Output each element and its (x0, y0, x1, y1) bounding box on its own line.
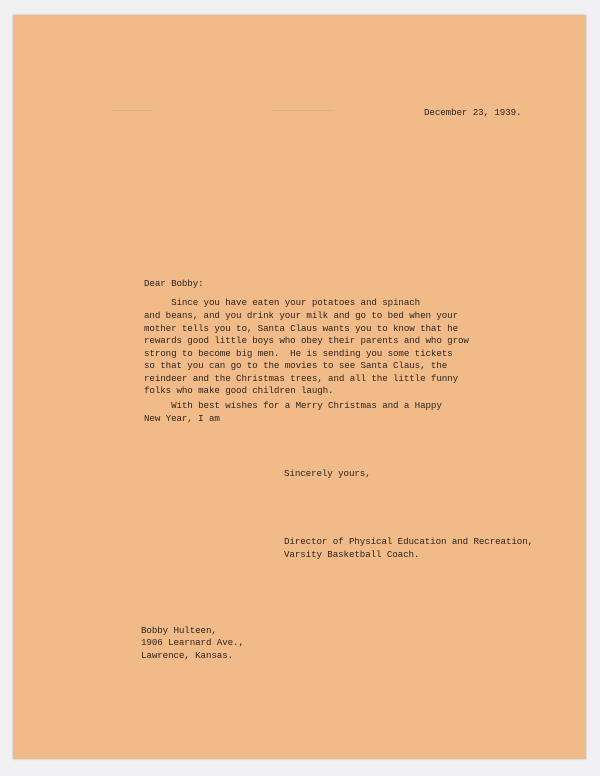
salutation: Dear Bobby: (144, 278, 204, 289)
signature-line: Director of Physical Education and Recreation, (284, 536, 534, 547)
address-line: Bobby Hulteen, (141, 625, 217, 636)
body-line: reindeer and the Christmas trees, and all the little funny (144, 373, 458, 384)
signature-line: Varsity Basketball Coach. (284, 549, 420, 560)
paper-mark (113, 110, 153, 111)
body-line: rewards good little boys who obey their parents and who grow (144, 335, 469, 346)
address-line: Lawrence, Kansas. (141, 650, 234, 661)
letter-page (13, 15, 586, 759)
body-line: strong to become big men. He is sending you some tickets (144, 348, 453, 359)
body-line: Since you have eaten your potatoes and spinach (144, 297, 421, 308)
letter-date: December 23, 1939. (424, 107, 522, 118)
closing: Sincerely yours, (284, 468, 371, 479)
body-line: folks who make good children laugh. (144, 385, 334, 396)
body-line: mother tells you to, Santa Claus wants you to know that he (144, 323, 458, 334)
body-line: so that you can go to the movies to see Santa Claus, the (144, 360, 448, 371)
address-line: 1906 Learnard Ave., (141, 637, 244, 648)
body-line: With best wishes for a Merry Christmas and a Happy (144, 400, 442, 411)
body-line: New Year, I am (144, 413, 220, 424)
paper-mark (273, 110, 333, 111)
body-line: and beans, and you drink your milk and go to bed when your (144, 310, 458, 321)
